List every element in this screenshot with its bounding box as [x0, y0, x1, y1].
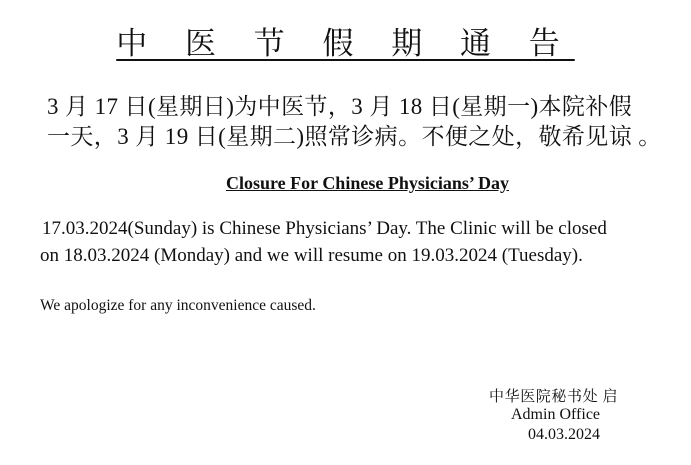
apology-text: We apologize for any inconvenience caused.: [40, 297, 316, 314]
signature-office: Admin Office: [511, 406, 601, 423]
signature-date: 04.03.2024: [528, 426, 600, 443]
english-heading: Closure For Chinese Physicians’ Day: [225, 173, 509, 193]
english-body-line-2: on 18.03.2024 (Monday) and we will resume on 19.03.2024 (Tuesday).: [40, 245, 583, 266]
chinese-title: 中 医 节 假 期 通 告: [116, 26, 575, 61]
signature-chinese: 中华医院秘书处 启: [489, 389, 619, 405]
chinese-body-line-1: 3 月 17 日(星期日)为中医节，3 月 18 日(星期一)本院补假: [47, 94, 633, 119]
english-body-line-1: 17.03.2024(Sunday) is Chinese Physicians’ Day. The Clinic will be closed: [42, 218, 607, 239]
chinese-body-line-2: 一天，3 月 19 日(星期二)照常诊病。不便之处，敬希见谅 。: [47, 124, 662, 149]
